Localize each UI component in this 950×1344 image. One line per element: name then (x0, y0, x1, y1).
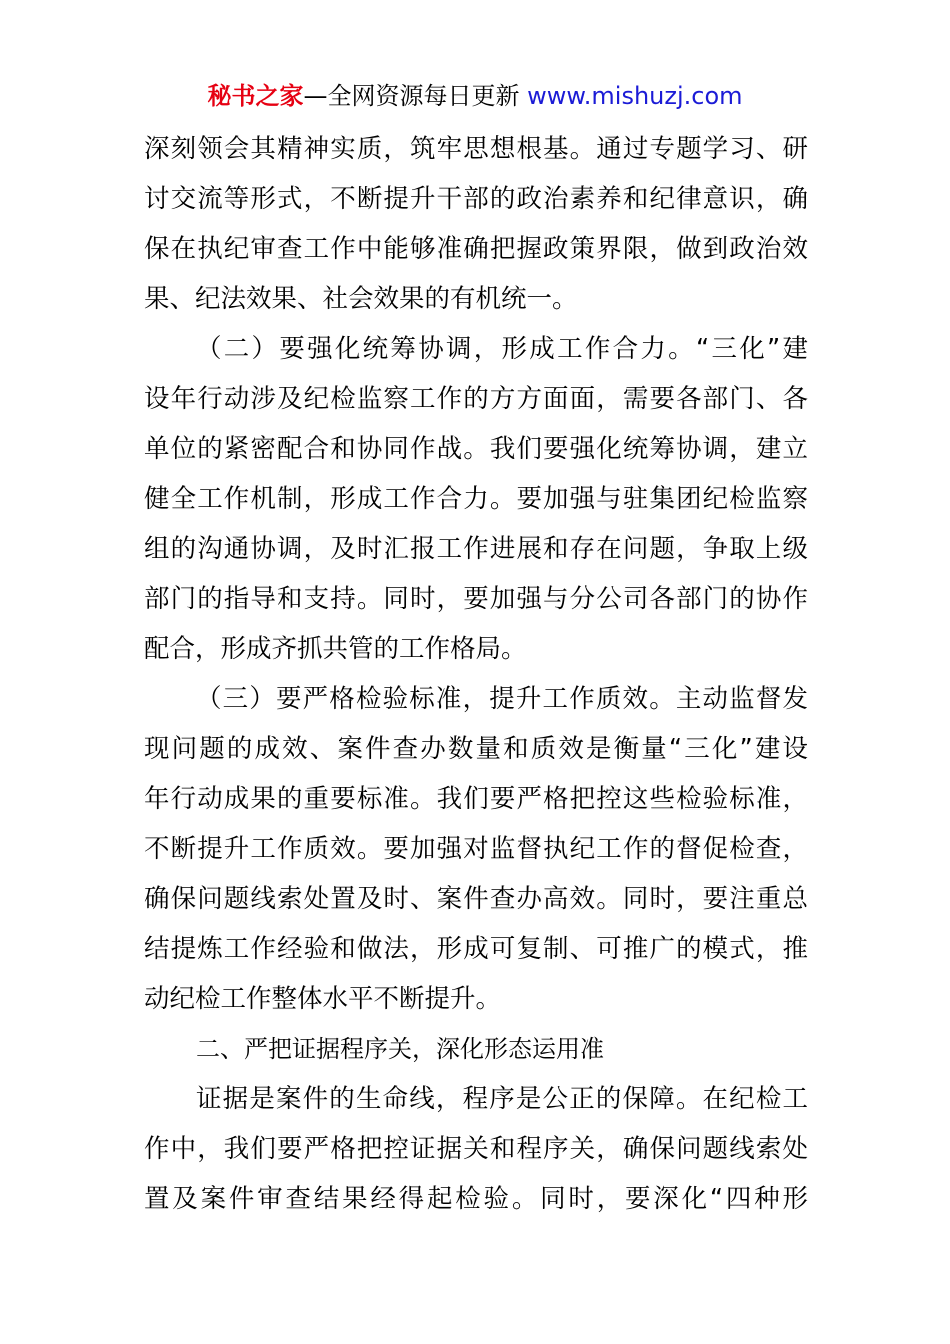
site-url-link[interactable]: www.mishuzj.com (527, 82, 743, 110)
text-line: 确保问题线索处置及时、案件查办高效。同时，要注重总 (144, 884, 808, 914)
text-line: 果、纪法效果、社会效果的有机统一。 (144, 284, 578, 314)
site-tagline: —全网资源每日更新 (303, 82, 528, 110)
text-line: 设年行动涉及纪检监察工作的方方面面，需要各部门、各 (144, 384, 808, 414)
text-line: 配合，形成齐抓共管的工作格局。 (144, 634, 527, 664)
text-line: 健全工作机制，形成工作合力。要加强与驻集团纪检监察 (144, 484, 808, 514)
text-line: 组的沟通协调，及时汇报工作进展和存在问题，争取上级 (144, 534, 808, 564)
text-line: 现问题的成效、案件查办数量和质效是衡量“三化”建设 (144, 734, 808, 764)
site-brand: 秘书之家 (207, 82, 304, 110)
text-line: 作中，我们要严格把控证据关和程序关，确保问题线索处 (144, 1134, 808, 1164)
section-heading-2: （二）要强化统筹协调，形成工作合力。“三化”建 (196, 334, 808, 364)
text-line: 置及案件审查结果经得起检验。同时，要深化“四种形 (144, 1184, 808, 1214)
text-line: 单位的紧密配合和协同作战。我们要强化统筹协调，建立 (144, 434, 808, 464)
text-line: 动纪检工作整体水平不断提升。 (144, 984, 502, 1014)
chapter-heading: 二、严把证据程序关，深化形态运用准 (196, 1035, 604, 1063)
text-line: 讨交流等形式，不断提升干部的政治素养和纪律意识，确 (144, 184, 808, 214)
text-line: 部门的指导和支持。同时，要加强与分公司各部门的协作 (144, 584, 808, 614)
text-line: 深刻领会其精神实质，筑牢思想根基。通过专题学习、研 (144, 134, 808, 164)
site-header (0, 78, 950, 114)
section-heading-3: （三）要严格检验标准，提升工作质效。主动监督发 (196, 684, 808, 714)
text-line: 年行动成果的重要标准。我们要严格把控这些检验标准， (144, 784, 808, 814)
text-line: 结提炼工作经验和做法，形成可复制、可推广的模式，推 (144, 934, 808, 964)
text-line: 证据是案件的生命线，程序是公正的保障。在纪检工 (196, 1084, 808, 1114)
text-line: 不断提升工作质效。要加强对监督执纪工作的督促检查， (144, 834, 808, 864)
document-body (144, 124, 808, 1224)
text-line: 保在执纪审查工作中能够准确把握政策界限，做到政治效 (144, 234, 808, 264)
